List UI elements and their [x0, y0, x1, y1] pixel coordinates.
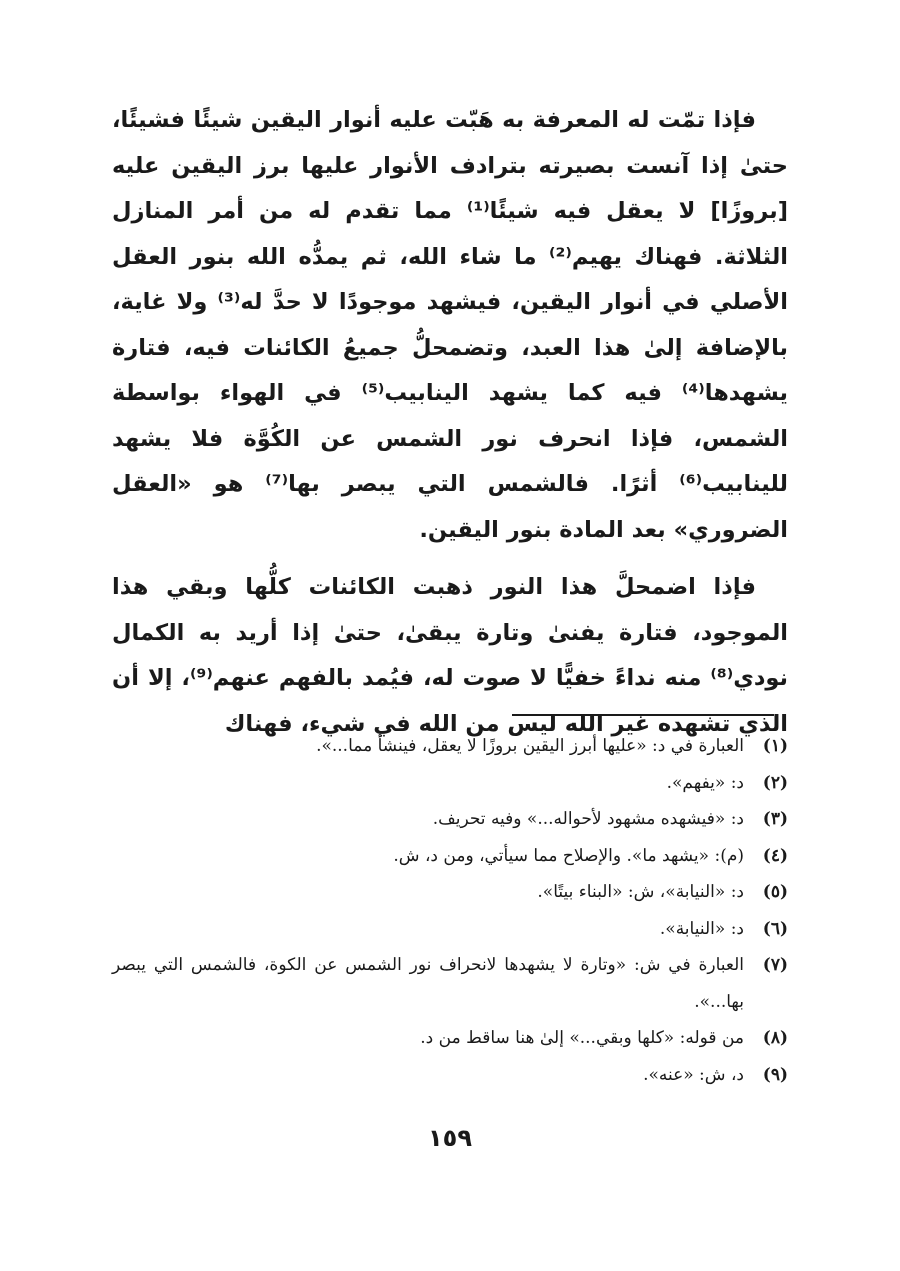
footnote-item [112, 874, 788, 911]
footnote-text: من قوله: «كلها وبقي...» إلىٰ هنا ساقط من د. [420, 1028, 744, 1048]
footnote-number: (١) [762, 736, 788, 756]
footnote-item [112, 728, 788, 765]
page-number: ١٥٩ [428, 1124, 472, 1152]
footnote-number: (٧) [762, 955, 788, 975]
footnote-item [112, 911, 788, 948]
footnote-number: (٨) [762, 1028, 788, 1048]
footnote-text: د: «يفهم». [666, 772, 744, 793]
footnote-text: د، ش: «عنه». [643, 1064, 744, 1085]
footnote-number: (٢) [762, 772, 788, 793]
footnotes-list [112, 728, 788, 1093]
footnote-item [112, 1020, 788, 1057]
footnote-text: (م): «يشهد ما». والإصلاح مما سيأتي، ومن د، ش. [393, 845, 744, 866]
footnote-item [112, 838, 788, 875]
footnote-item [112, 947, 788, 1020]
footnote-number: (٥) [762, 882, 788, 902]
footnote-text: العبارة في د: «عليها أبرز اليقين بروزًا لا يعقل، فينشأ مما...». [316, 736, 744, 756]
footnote-item [112, 801, 788, 838]
footnote-text: د: «النيابة». [659, 918, 744, 939]
footnote-text: د: «النيابة»، ش: «البناء بيتًا». [537, 882, 744, 902]
footnote-item [112, 765, 788, 802]
footnote-separator [512, 714, 774, 716]
footnote-number: (٩) [762, 1064, 788, 1085]
main-paragraph-1: فإذا تمّت له المعرفة به هَبّت عليه أنوار اليقين شيئًا فشيئًا، حتىٰ إذا آنست بصيرته بترادف الأنوار عليها برز اليقين عليه [بروزًا] لا يعقل فيه شيئًا⁽¹⁾ مما تقدم له من أمر المنازل الثلاثة. فهناك يهيم⁽²⁾ ما شاء الله، ثم يمدُّه الله بنور العقل الأصلي في أنوار اليقين، فيشهد موجودًا لا حدَّ له⁽³⁾ ولا غاية، بالإضافة إلىٰ هذا العبد، وتضمحلُّ جميعُ الكائنات فيه، فتارة يشهدها⁽⁴⁾ فيه كما يشهد الينابيب⁽⁵⁾ في الهواء بواسطة الشمس، فإذا انحرف نور الشمس عن الكُوَّة فلا يشهد للينابيب⁽⁶⁾ أثرًا. فالشمس التي يبصر بها⁽⁷⁾ هو «العقل الضروري» بعد المادة بنور اليقين. [112, 107, 789, 543]
main-text-body [112, 98, 788, 747]
footnote-number: (٣) [762, 809, 788, 829]
footnote-number: (٤) [762, 845, 788, 866]
footnote-text: العبارة في ش: «وتارة لا يشهدها لانحراف نور الشمس عن الكوة، فالشمس التي يبصر بها...». [112, 955, 744, 1012]
footnote-item [112, 1057, 788, 1094]
footnote-text: د: «فيشهده مشهود لأحواله...» وفيه تحريف. [432, 809, 744, 829]
main-paragraph-2: فإذا اضمحلَّ هذا النور ذهبت الكائنات كلُّها وبقي هذا الموجود، فتارة يفنىٰ وتارة يبقىٰ، حتىٰ إذا أريد به الكمال نودي⁽⁸⁾ منه نداءً خفيًّا لا صوت له، فيُمد بالفهم عنهم⁽⁹⁾، إلا أن الذي تشهده غير الله ليس من الله في شيء، فهناك [112, 574, 788, 737]
footnote-number: (٦) [762, 918, 788, 939]
